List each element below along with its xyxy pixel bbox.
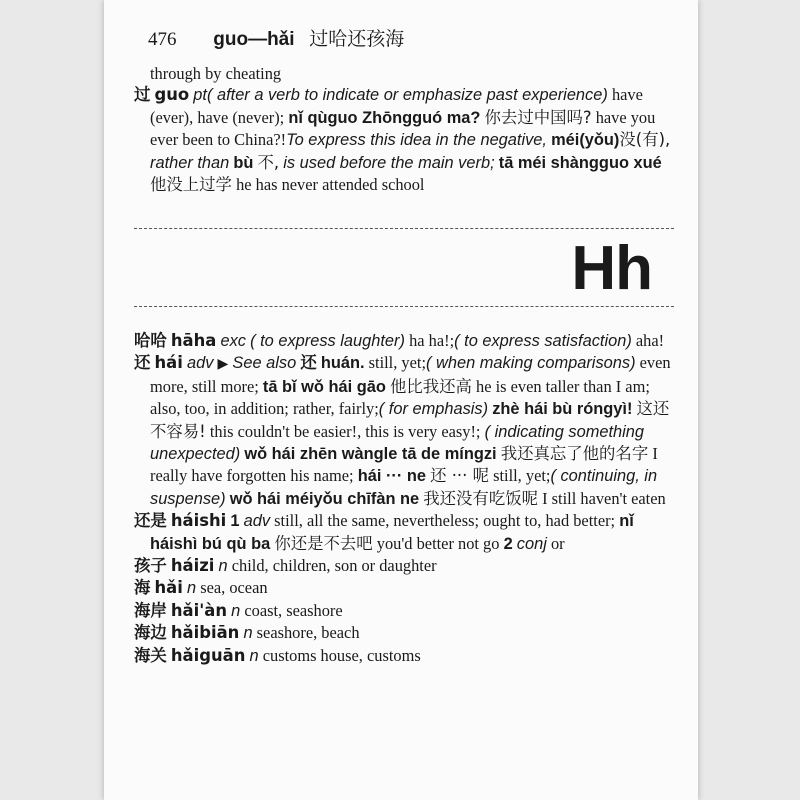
part-of-speech: n	[231, 601, 241, 620]
definition: sea, ocean	[200, 578, 268, 598]
headword-pinyin: háizi	[170, 556, 215, 576]
entry-hai-sea	[134, 577, 672, 599]
example-english: I really have forgotten his name;	[150, 444, 658, 486]
headword-hanzi: 还是	[134, 511, 167, 531]
note-chinese: 不,	[257, 152, 280, 172]
cross-reference-pinyin: huán.	[320, 354, 365, 373]
headword-pinyin: hǎi	[154, 578, 183, 598]
entry-haian	[134, 600, 672, 622]
context-label: ( when making comparisons)	[426, 354, 636, 373]
part-of-speech: adv	[186, 354, 214, 373]
headword-hanzi: 海岸	[134, 600, 167, 620]
example-chinese: 你去过中国吗?	[484, 107, 592, 127]
headword-hanzi: 海关	[134, 645, 167, 665]
headword-hanzi: 还	[134, 353, 151, 373]
example-pinyin: wǒ hái zhēn wàngle tā de míngzi	[244, 445, 497, 464]
sense-number: 2	[503, 534, 513, 553]
example-pinyin: nǐ qùguo Zhōngguó ma?	[288, 108, 481, 127]
sense-number: 1	[230, 512, 240, 531]
example-chinese: 你还是不去吧	[274, 533, 373, 553]
example-chinese: 我还真忘了他的名字	[500, 444, 649, 464]
example-chinese: 他没上过学	[150, 175, 232, 195]
upper-entries	[134, 63, 672, 195]
entry-haishi	[134, 510, 672, 555]
headword-pinyin: hǎi'àn	[170, 600, 227, 620]
cross-reference-label: See also	[232, 354, 297, 373]
example-pinyin: tā méi shàngguo xué	[498, 153, 662, 172]
example-pinyin: wǒ hái méiyǒu chīfàn ne	[229, 489, 420, 508]
definition: even more, still more;	[150, 353, 671, 396]
example-pinyin: tā bǐ wǒ hái gāo	[262, 377, 386, 396]
guide-words-chars: 过哈还孩海	[309, 28, 405, 50]
headword-pinyin: hǎiguān	[170, 645, 246, 665]
headword-hanzi: 哈哈	[134, 331, 167, 350]
headword-hanzi: 孩子	[134, 556, 167, 576]
entry-haiguan	[134, 645, 672, 667]
section-letter: Hh	[571, 234, 652, 303]
headword-pinyin: háishi	[170, 511, 227, 531]
definition: still, yet;	[493, 466, 551, 486]
entry-haha	[134, 330, 672, 352]
part-of-speech: n	[218, 557, 228, 576]
usage-note: rather than	[150, 153, 230, 172]
entry-haibian	[134, 622, 672, 644]
headword-hanzi: 海边	[134, 623, 167, 643]
part-of-speech: n	[243, 624, 253, 643]
note-chinese: 没(有),	[619, 130, 671, 150]
entry-guo	[134, 84, 672, 195]
context-label: ( for emphasis)	[378, 400, 489, 419]
definition: seashore, beach	[256, 623, 360, 643]
usage-note: is used before the main verb;	[283, 153, 495, 172]
guide-words-pinyin: guo—hǎi	[213, 29, 295, 50]
definition: still, yet;	[368, 353, 427, 373]
entry-haizi	[134, 555, 672, 577]
pattern-chinese: 还 ··· 呢	[430, 466, 489, 486]
definition: or	[550, 533, 565, 553]
definition: coast, seashore	[244, 600, 343, 620]
example-english: you'd better not go	[376, 533, 500, 553]
example-english: have you ever been to China?!	[150, 107, 656, 150]
dictionary-page	[104, 0, 698, 800]
example-english: he has never attended school	[236, 175, 425, 195]
definition: have (ever), have (never);	[150, 85, 643, 127]
cross-reference-arrow-icon: ▶	[217, 356, 229, 373]
part-of-speech: adv	[243, 512, 271, 531]
part-of-speech: pt	[193, 86, 207, 105]
note-pinyin: bù	[233, 153, 254, 172]
context-label: ( to express satisfaction)	[454, 332, 632, 350]
definition: ( after a verb to indicate or emphasize past experience)	[206, 86, 608, 105]
example-chinese: 他比我还高	[389, 376, 472, 396]
example-english: he is even taller than I am; also, too, in addition; rather, fairly;	[150, 376, 650, 419]
definition: customs house, customs	[262, 645, 421, 665]
definition: child, children, son or daughter	[231, 556, 437, 576]
example-pinyin: nǐ háishì bú qù ba	[150, 512, 634, 553]
definition: still, all the same, nevertheless; ought to, had better;	[274, 511, 616, 531]
section-divider	[134, 228, 674, 229]
context-label: ( to express laughter)	[250, 332, 405, 350]
continuation-text: through by cheating	[150, 64, 282, 83]
note-pinyin: méi(yǒu)	[551, 131, 620, 150]
pattern-pinyin: hái ··· ne	[357, 467, 427, 486]
part-of-speech: exc	[220, 332, 246, 350]
part-of-speech: n	[249, 646, 259, 665]
example-pinyin: zhè hái bù róngyì!	[492, 400, 633, 419]
definition: aha!	[635, 331, 665, 350]
headword-pinyin: hāha	[170, 331, 217, 350]
cross-reference-hanzi: 还	[300, 353, 317, 373]
example-chinese: 我还没有吃饭呢	[423, 488, 539, 508]
example-english: this couldn't be easier!, this is very easy!;	[209, 421, 481, 441]
page-number: 476	[148, 29, 177, 50]
definition: ha ha!;	[409, 331, 455, 350]
example-english: I still haven't eaten	[542, 488, 666, 508]
headword-hanzi: 海	[134, 578, 151, 598]
headword-pinyin: guo	[154, 85, 190, 105]
headword-hanzi: 过	[134, 85, 151, 105]
context-label: ( continuing, in suspense)	[150, 467, 658, 508]
page-header	[148, 24, 404, 51]
section-divider	[134, 306, 674, 307]
headword-pinyin: hǎibiān	[170, 623, 240, 643]
part-of-speech: conj	[516, 534, 547, 553]
entry-hai	[134, 352, 672, 510]
context-label: ( indicating something unexpected)	[150, 422, 645, 464]
part-of-speech: n	[186, 579, 197, 598]
headword-pinyin: hái	[154, 353, 183, 373]
h-section-entries	[134, 330, 672, 667]
usage-note: To express this idea in the negative,	[286, 131, 547, 150]
example-chinese: 这还不容易!	[150, 399, 670, 441]
